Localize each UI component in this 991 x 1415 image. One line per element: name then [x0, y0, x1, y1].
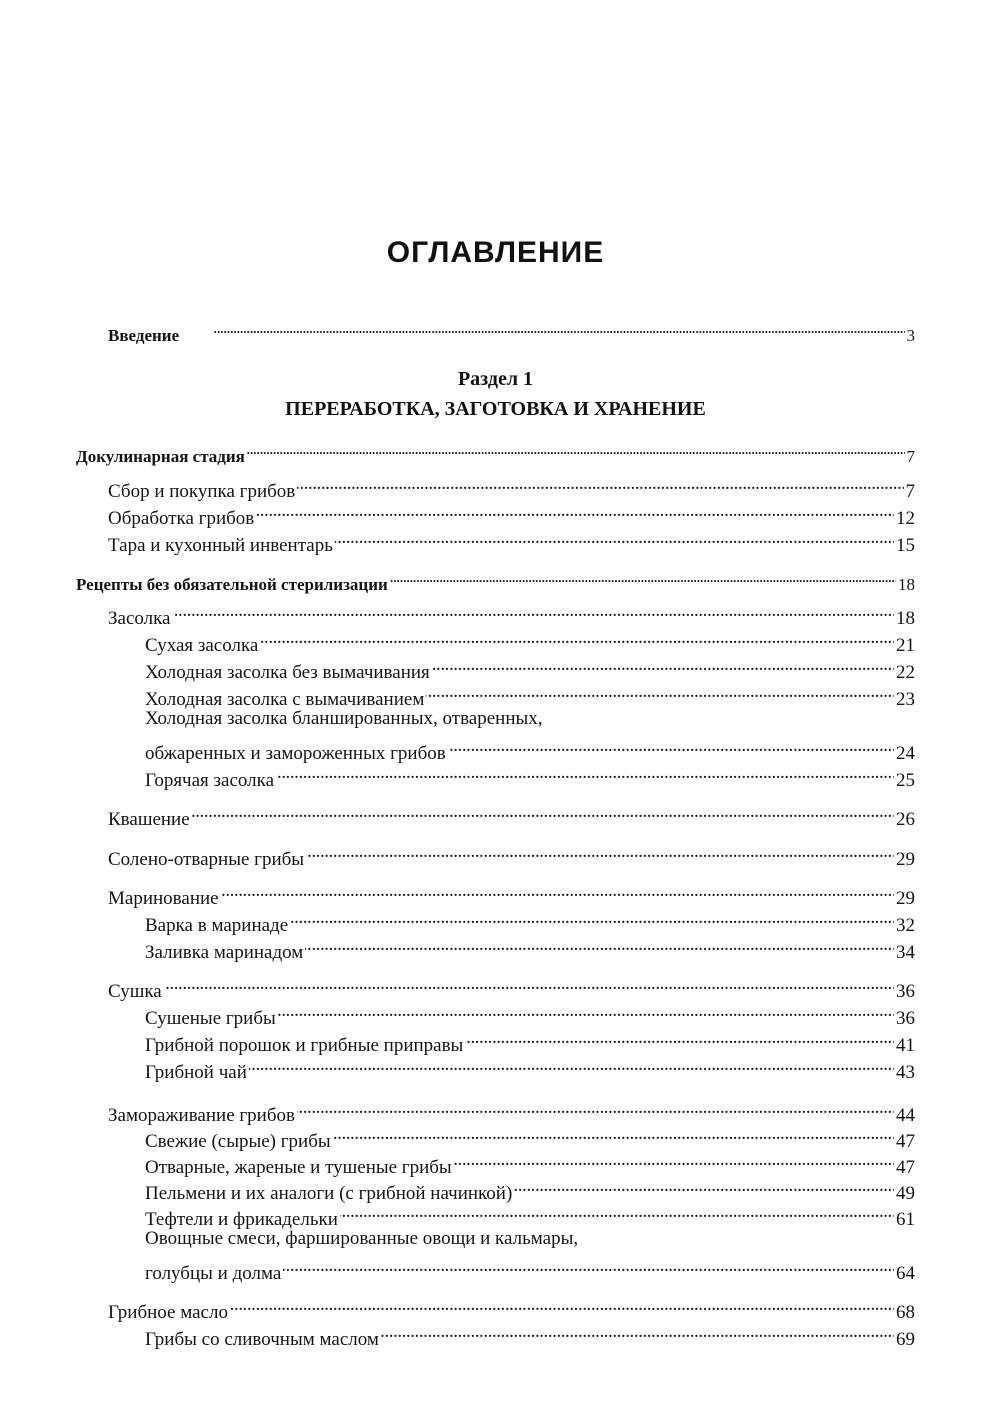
dot-leader	[333, 1121, 894, 1147]
dot-leader	[448, 733, 894, 759]
toc-entry-page: 21	[896, 635, 915, 656]
toc-entry-page: 41	[896, 1035, 915, 1056]
toc-entry-page: 18	[896, 608, 915, 629]
toc-entry-page: 7	[905, 481, 915, 502]
dot-leader	[290, 905, 894, 931]
toc-entry-label: Квашение	[108, 809, 190, 830]
toc-entry-page: 23	[896, 689, 915, 710]
toc-entry-label: Грибной чай	[145, 1062, 247, 1083]
dot-leader	[278, 998, 894, 1024]
toc-entry-page: 36	[896, 981, 915, 1002]
dot-leader	[335, 525, 894, 551]
toc-entry[interactable]	[145, 760, 915, 794]
toc-entry-page: 47	[896, 1157, 915, 1178]
toc-entry[interactable]	[76, 436, 915, 470]
toc-entry-page: 69	[896, 1329, 915, 1350]
toc-entry-label: Сушка	[108, 981, 162, 1002]
toc-entry-label: Докулинарная стадия	[76, 447, 245, 466]
dot-leader	[381, 1319, 894, 1345]
dot-leader	[247, 436, 905, 462]
dot-leader	[164, 971, 894, 997]
dot-leader	[306, 839, 894, 865]
toc-entry-label: Сбор и покупка грибов	[108, 481, 296, 502]
dot-leader	[514, 1173, 894, 1199]
toc-entry-label: Замораживание грибов	[108, 1105, 295, 1126]
toc-entry-page: 25	[896, 770, 915, 791]
toc-entry-page: 32	[896, 915, 915, 936]
toc-entry-label: Тефтели и фрикадельки	[145, 1209, 338, 1230]
toc-entry-label: обжаренных и замороженных грибов	[145, 743, 446, 764]
dot-leader	[260, 625, 894, 651]
toc-entry[interactable]	[145, 1319, 915, 1353]
toc-entry-label: Заливка маринадом	[145, 942, 304, 963]
dot-leader	[181, 315, 904, 341]
dot-leader	[432, 652, 894, 678]
dot-leader	[276, 760, 894, 786]
dot-leader	[283, 1253, 894, 1279]
dot-leader	[230, 1292, 894, 1318]
toc-entry-label: Грибное масло	[108, 1302, 228, 1323]
toc-entry-label: Отварные, жареные и тушеные грибы	[145, 1157, 452, 1178]
toc-entry-page: 64	[896, 1263, 915, 1284]
toc-entry[interactable]	[145, 1052, 915, 1086]
toc-entry[interactable]	[108, 839, 915, 873]
toc-entry-label: Холодная засолка без вымачивания	[145, 662, 430, 683]
toc-entry-label: Обработка грибов	[108, 508, 255, 529]
toc-entry[interactable]	[76, 564, 915, 598]
toc-entry-introduction[interactable]	[108, 315, 915, 349]
dot-leader	[390, 564, 896, 590]
toc-entry-label: Горячая засолка	[145, 770, 275, 791]
toc-entry-page: 29	[896, 849, 915, 870]
toc-entry-label: Тара и кухонный инвентарь	[108, 535, 333, 556]
dot-leader	[426, 679, 894, 705]
section-number: Раздел 1	[457, 368, 534, 390]
toc-entry[interactable]	[108, 799, 915, 833]
toc-entry-page: 36	[896, 1008, 915, 1029]
dot-leader	[297, 471, 903, 497]
toc-entry-page: 18	[898, 575, 915, 594]
toc-entry-page: 49	[896, 1183, 915, 1204]
toc-entry-label: Сушеные грибы	[145, 1008, 276, 1029]
toc-entry-label: Пельмени и их аналоги (с грибной начинкой)	[145, 1183, 513, 1204]
toc-entry-label: Холодная засолка с вымачиванием	[145, 689, 425, 710]
toc-entry-page: 3	[906, 326, 915, 345]
toc-entry-label: Маринование	[108, 888, 219, 909]
toc-entry-page: 15	[896, 535, 915, 556]
dot-leader	[249, 1052, 894, 1078]
toc-entry[interactable]	[145, 932, 915, 966]
toc-entry-label-line1: Овощные смеси, фаршированные овощи и кальмары,	[145, 1228, 579, 1249]
toc-entry-page: 26	[896, 809, 915, 830]
toc-entry-page: 22	[896, 662, 915, 683]
toc-entry-label: Грибной порошок и грибные приправы	[145, 1035, 464, 1056]
toc-entry-label: голубцы и долма	[145, 1263, 282, 1284]
dot-leader	[173, 598, 895, 624]
toc-entry-page: 7	[906, 447, 915, 466]
dot-leader	[465, 1025, 894, 1051]
toc-entry-label: Рецепты без обязательной стерилизации	[76, 575, 388, 594]
toc-entry-label: Введение	[108, 326, 180, 345]
toc-entry-page: 61	[896, 1209, 915, 1230]
dot-leader	[221, 878, 894, 904]
dot-leader	[192, 799, 894, 825]
toc-entry-page: 29	[896, 888, 915, 909]
section-title: ПЕРЕРАБОТКА, ЗАГОТОВКА И ХРАНЕНИЕ	[285, 398, 706, 420]
dot-leader	[297, 1095, 894, 1121]
dot-leader	[454, 1147, 894, 1173]
toc-entry-page: 12	[896, 508, 915, 529]
toc-entry-page: 24	[896, 743, 915, 764]
page-title: ОГЛАВЛЕНИЕ	[386, 236, 605, 269]
toc-entry[interactable]	[145, 1253, 915, 1287]
toc-entry-page: 44	[896, 1105, 915, 1126]
toc-entry[interactable]	[108, 525, 915, 559]
dot-leader	[256, 498, 894, 524]
toc-entry-label: Солено-отварные грибы	[108, 849, 305, 870]
toc-entry-page: 43	[896, 1062, 915, 1083]
toc-entry-page: 34	[896, 942, 915, 963]
dot-leader	[305, 932, 894, 958]
toc-entry-label: Грибы со сливочным маслом	[145, 1329, 379, 1350]
toc-entry-label: Свежие (сырые) грибы	[145, 1131, 331, 1152]
toc-entry-label: Засолка	[108, 608, 171, 629]
toc-entry-page: 47	[896, 1131, 915, 1152]
dot-leader	[340, 1199, 894, 1225]
toc-entry-label: Варка в маринаде	[145, 915, 289, 936]
toc-entry-page: 68	[896, 1302, 915, 1323]
toc-entry-label-line1: Холодная засолка бланшированных, отваренных,	[145, 708, 543, 729]
toc-entry-label: Сухая засолка	[145, 635, 259, 656]
